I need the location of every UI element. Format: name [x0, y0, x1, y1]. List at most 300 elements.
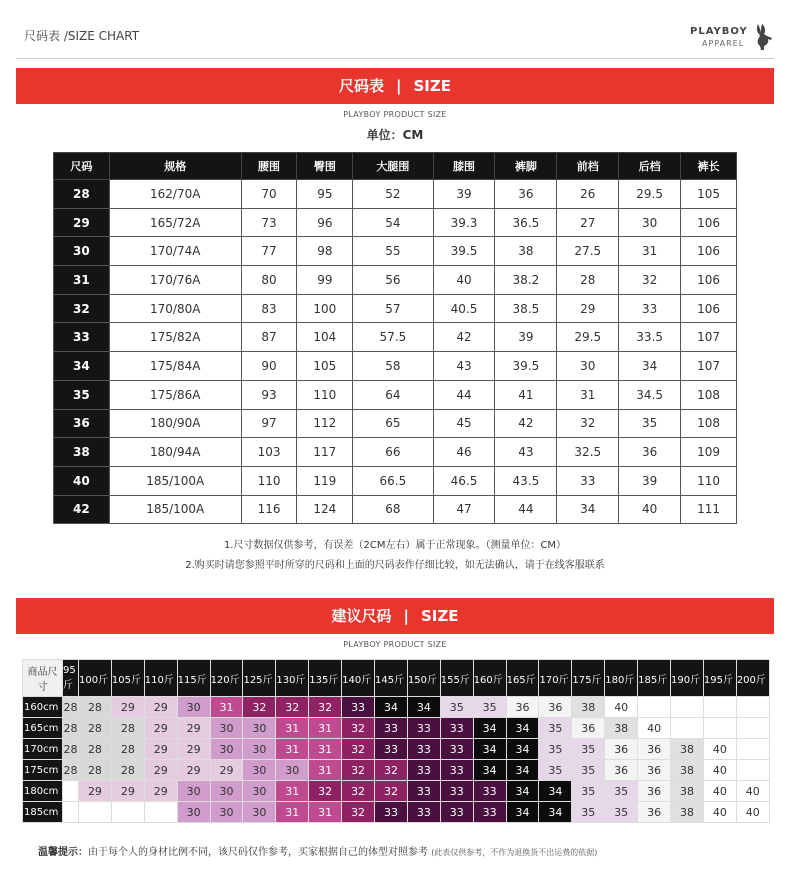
- table-cell: 29.5: [619, 180, 681, 209]
- size-cell: 31: [276, 718, 309, 739]
- column-header: 裤长: [681, 153, 737, 180]
- size-label: 30: [54, 237, 110, 266]
- table-cell: 44: [495, 495, 557, 524]
- table-cell: 32.5: [557, 438, 619, 467]
- weight-header: 175斤: [572, 660, 605, 697]
- column-header: 大腿围: [353, 153, 433, 180]
- size-cell: 29: [177, 718, 210, 739]
- table-cell: 93: [241, 380, 297, 409]
- size-cell: 30: [177, 781, 210, 802]
- size-cell: 28: [79, 697, 112, 718]
- size-cell: [703, 718, 736, 739]
- weight-header: 120斤: [210, 660, 243, 697]
- table-cell: 106: [681, 266, 737, 295]
- table-cell: 110: [681, 466, 737, 495]
- size-cell: 36: [605, 760, 638, 781]
- size-cell: 29: [210, 760, 243, 781]
- size-cell: 33: [440, 760, 473, 781]
- weight-header: 170斤: [539, 660, 572, 697]
- table-cell: 108: [681, 380, 737, 409]
- size-chart-table: [53, 152, 737, 524]
- bunny-logo-icon: [752, 22, 774, 52]
- weight-header: 195斤: [703, 660, 736, 697]
- table-cell: 58: [353, 352, 433, 381]
- table-cell: 33.5: [619, 323, 681, 352]
- table-cell: 47: [433, 495, 495, 524]
- weight-header: 190斤: [671, 660, 704, 697]
- size-cell: 33: [342, 697, 375, 718]
- table-cell: 185/100A: [109, 495, 241, 524]
- size-cell: 30: [243, 802, 276, 823]
- table-cell: 96: [297, 208, 353, 237]
- weight-header: 160斤: [473, 660, 506, 697]
- height-label: 160cm: [23, 697, 63, 718]
- table-row: [54, 266, 737, 295]
- table-cell: 46.5: [433, 466, 495, 495]
- height-label: 180cm: [23, 781, 63, 802]
- table-cell: 33: [619, 294, 681, 323]
- table-cell: 124: [297, 495, 353, 524]
- weight-header: 115斤: [177, 660, 210, 697]
- size-cell: 33: [440, 802, 473, 823]
- note-2: 2.购买时请您参照平时所穿的尺码和上面的尺码表作仔细比较，如无法确认，请于在线客服联系: [185, 560, 605, 571]
- size-cell: 30: [210, 781, 243, 802]
- size-cell: [63, 802, 79, 823]
- table-cell: 170/74A: [109, 237, 241, 266]
- table-cell: 98: [297, 237, 353, 266]
- banner2-title-cn: 建议尺码: [331, 607, 392, 625]
- note-1: 1.尺寸数据仅供参考，有误差（2CM左右）属于正常现象。（测量单位：CM）: [223, 540, 567, 551]
- column-header: 裤脚: [495, 153, 557, 180]
- table-cell: 57.5: [353, 323, 433, 352]
- table-cell: 90: [241, 352, 297, 381]
- table-row: [54, 466, 737, 495]
- size-cell: 40: [703, 739, 736, 760]
- size-cell: [703, 697, 736, 718]
- table-cell: 39: [433, 180, 495, 209]
- size-cell: 35: [473, 697, 506, 718]
- size-cell: [736, 739, 769, 760]
- size-cell: 29: [177, 760, 210, 781]
- size-cell: 40: [605, 697, 638, 718]
- size-cell: 30: [177, 802, 210, 823]
- table-row: [23, 802, 770, 823]
- size-cell: 31: [309, 739, 342, 760]
- table-row: [54, 323, 737, 352]
- size-cell: 32: [243, 697, 276, 718]
- tip-disclaimer: (此表仅供参考，不作为退换货不出运费的依据): [431, 848, 598, 857]
- size-cell: 28: [111, 739, 144, 760]
- table-cell: 110: [241, 466, 297, 495]
- table-row: [54, 237, 737, 266]
- size-cell: 34: [506, 802, 539, 823]
- banner-title-en: SIZE: [413, 77, 451, 95]
- table-cell: 42: [433, 323, 495, 352]
- table-cell: 106: [681, 237, 737, 266]
- size-cell: 33: [473, 781, 506, 802]
- size-cell: 33: [375, 739, 408, 760]
- size-cell: 30: [243, 760, 276, 781]
- size-cell: 38: [671, 802, 704, 823]
- size-label: 29: [54, 208, 110, 237]
- table-row: [23, 739, 770, 760]
- table-cell: 103: [241, 438, 297, 467]
- table-cell: 175/82A: [109, 323, 241, 352]
- table-cell: 38.5: [495, 294, 557, 323]
- size-cell: 35: [572, 760, 605, 781]
- table-cell: 105: [297, 352, 353, 381]
- table-cell: 41: [495, 380, 557, 409]
- weight-header: 185斤: [638, 660, 671, 697]
- table-cell: 57: [353, 294, 433, 323]
- size-label: 28: [54, 180, 110, 209]
- weight-header: 95斤: [63, 660, 79, 697]
- table-cell: 39.5: [433, 237, 495, 266]
- table-cell: 34: [619, 352, 681, 381]
- size-cell: 30: [276, 760, 309, 781]
- table-cell: 117: [297, 438, 353, 467]
- size-cell: 38: [671, 760, 704, 781]
- size-cell: 40: [736, 781, 769, 802]
- table-cell: 39.3: [433, 208, 495, 237]
- size-cell: 34: [506, 739, 539, 760]
- table-cell: 180/94A: [109, 438, 241, 467]
- size-cell: 28: [63, 739, 79, 760]
- brand-name: PLAYBOY: [690, 26, 748, 37]
- size-cell: 31: [309, 760, 342, 781]
- table-cell: 100: [297, 294, 353, 323]
- size-cell: 40: [703, 760, 736, 781]
- banner2-title-en: SIZE: [420, 607, 459, 625]
- size-cell: 32: [342, 718, 375, 739]
- size-cell: 33: [407, 739, 440, 760]
- size-cell: 29: [144, 739, 177, 760]
- column-header: 臀围: [297, 153, 353, 180]
- table-cell: 87: [241, 323, 297, 352]
- size-cell: 33: [440, 781, 473, 802]
- size-label: 40: [54, 466, 110, 495]
- size-cell: 33: [375, 802, 408, 823]
- table-cell: 31: [557, 380, 619, 409]
- table-cell: 28: [557, 266, 619, 295]
- table-cell: 43.5: [495, 466, 557, 495]
- column-header: 前档: [557, 153, 619, 180]
- size-cell: 29: [144, 718, 177, 739]
- size-cell: 32: [309, 781, 342, 802]
- size-cell: 29: [144, 697, 177, 718]
- size-cell: 33: [440, 718, 473, 739]
- table-cell: 110: [297, 380, 353, 409]
- size-cell: 28: [63, 760, 79, 781]
- tip-text: 由于每个人的身材比例不同，该尺码仅作参考，买家根据自己的体型对照参考: [88, 847, 428, 858]
- table-cell: 40: [619, 495, 681, 524]
- size-cell: 31: [276, 802, 309, 823]
- size-cell: 36: [638, 739, 671, 760]
- size-cell: 33: [407, 781, 440, 802]
- size-cell: 32: [375, 781, 408, 802]
- table-cell: 73: [241, 208, 297, 237]
- size-cell: [144, 802, 177, 823]
- size-cell: 31: [309, 718, 342, 739]
- table-cell: 66.5: [353, 466, 433, 495]
- size-label: 38: [54, 438, 110, 467]
- weight-header: 130斤: [276, 660, 309, 697]
- size-cell: 34: [375, 697, 408, 718]
- size-label: 31: [54, 266, 110, 295]
- size-cell: 35: [539, 760, 572, 781]
- size-cell: 33: [440, 739, 473, 760]
- size-cell: 33: [375, 718, 408, 739]
- size-cell: 30: [210, 718, 243, 739]
- size-cell: [736, 760, 769, 781]
- table-cell: 162/70A: [109, 180, 241, 209]
- table-cell: 52: [353, 180, 433, 209]
- size-cell: 40: [703, 781, 736, 802]
- size-cell: 35: [572, 781, 605, 802]
- height-label: 185cm: [23, 802, 63, 823]
- table-cell: 107: [681, 352, 737, 381]
- table-row: [54, 180, 737, 209]
- table-row: [23, 760, 770, 781]
- size-cell: 30: [243, 739, 276, 760]
- banner-title-cn: 尺码表: [338, 77, 384, 95]
- size-label: 42: [54, 495, 110, 524]
- column-header: 腰围: [241, 153, 297, 180]
- size-notes: [0, 536, 790, 576]
- table-cell: 54: [353, 208, 433, 237]
- size-cell: 35: [440, 697, 473, 718]
- size-chart-subtitle: PLAYBOY PRODUCT SIZE: [343, 110, 447, 119]
- recommended-size-table: [22, 659, 770, 823]
- size-cell: 36: [638, 781, 671, 802]
- table-row: [54, 438, 737, 467]
- size-cell: 34: [407, 697, 440, 718]
- table-cell: 40: [433, 266, 495, 295]
- table-cell: 29.5: [557, 323, 619, 352]
- table-cell: 170/80A: [109, 294, 241, 323]
- table-cell: 119: [297, 466, 353, 495]
- size-cell: 36: [638, 802, 671, 823]
- size-cell: 36: [572, 718, 605, 739]
- size-cell: 38: [572, 697, 605, 718]
- table-row: [54, 495, 737, 524]
- table-cell: 185/100A: [109, 466, 241, 495]
- size-cell: 29: [111, 697, 144, 718]
- size-cell: 38: [671, 739, 704, 760]
- weight-header: 150斤: [407, 660, 440, 697]
- table-cell: 175/86A: [109, 380, 241, 409]
- size-cell: 30: [210, 802, 243, 823]
- unit-label: 单位：CM: [366, 128, 424, 142]
- header-divider: [16, 58, 774, 59]
- table-cell: 175/84A: [109, 352, 241, 381]
- banner2-separator: |: [403, 607, 409, 625]
- size-cell: 29: [111, 781, 144, 802]
- table-row: [54, 208, 737, 237]
- table-cell: 26: [557, 180, 619, 209]
- height-label: 170cm: [23, 739, 63, 760]
- size-cell: 40: [703, 802, 736, 823]
- size-cell: 33: [407, 718, 440, 739]
- size-label: 33: [54, 323, 110, 352]
- table-cell: 46: [433, 438, 495, 467]
- size-cell: 30: [243, 718, 276, 739]
- table-cell: 40.5: [433, 294, 495, 323]
- table-cell: 55: [353, 237, 433, 266]
- table-cell: 27: [557, 208, 619, 237]
- weight-header: 100斤: [79, 660, 112, 697]
- size-cell: 30: [210, 739, 243, 760]
- size-label: 35: [54, 380, 110, 409]
- size-cell: 28: [79, 760, 112, 781]
- table-row: [54, 294, 737, 323]
- weight-header: 145斤: [375, 660, 408, 697]
- size-cell: [63, 781, 79, 802]
- column-header: 膝围: [433, 153, 495, 180]
- size-cell: [111, 802, 144, 823]
- table-cell: 112: [297, 409, 353, 438]
- table-cell: 43: [433, 352, 495, 381]
- tip-label: 温馨提示：: [38, 847, 88, 858]
- table-cell: 106: [681, 208, 737, 237]
- size-cell: 29: [79, 781, 112, 802]
- size-cell: 31: [210, 697, 243, 718]
- size-cell: 29: [144, 781, 177, 802]
- height-label: 175cm: [23, 760, 63, 781]
- table-cell: 116: [241, 495, 297, 524]
- table-cell: 36: [619, 438, 681, 467]
- size-cell: 35: [605, 781, 638, 802]
- size-cell: 32: [276, 697, 309, 718]
- size-cell: 40: [638, 718, 671, 739]
- size-cell: 34: [506, 781, 539, 802]
- size-cell: 36: [506, 697, 539, 718]
- size-cell: [736, 718, 769, 739]
- table-cell: 165/72A: [109, 208, 241, 237]
- table-cell: 170/76A: [109, 266, 241, 295]
- size-cell: 31: [276, 739, 309, 760]
- size-chart-header-row: [54, 153, 737, 180]
- weight-header: 135斤: [309, 660, 342, 697]
- size-cell: 28: [63, 697, 79, 718]
- table-cell: 111: [681, 495, 737, 524]
- size-cell: 34: [473, 760, 506, 781]
- size-cell: 28: [111, 718, 144, 739]
- size-cell: [736, 697, 769, 718]
- table-cell: 109: [681, 438, 737, 467]
- size-cell: 36: [605, 739, 638, 760]
- size-chart-banner: [16, 68, 774, 104]
- brand-logo: [690, 24, 780, 54]
- banner-separator: |: [396, 77, 402, 95]
- size-cell: 34: [506, 718, 539, 739]
- size-label: 34: [54, 352, 110, 381]
- size-cell: 34: [539, 781, 572, 802]
- weight-header-row: [23, 660, 770, 697]
- table-cell: 27.5: [557, 237, 619, 266]
- table-cell: 32: [619, 266, 681, 295]
- table-cell: 38: [495, 237, 557, 266]
- size-cell: 31: [276, 781, 309, 802]
- brand-subline: APPAREL: [702, 39, 745, 48]
- table-cell: 97: [241, 409, 297, 438]
- size-cell: 28: [79, 718, 112, 739]
- size-cell: 35: [539, 718, 572, 739]
- table-cell: 105: [681, 180, 737, 209]
- size-cell: 29: [144, 760, 177, 781]
- table-cell: 99: [297, 266, 353, 295]
- table-cell: 44: [433, 380, 495, 409]
- size-cell: 28: [63, 718, 79, 739]
- size-cell: [638, 697, 671, 718]
- size-cell: 36: [539, 697, 572, 718]
- table-row: [54, 380, 737, 409]
- height-label: 165cm: [23, 718, 63, 739]
- size-cell: 38: [671, 781, 704, 802]
- size-cell: 34: [539, 802, 572, 823]
- size-cell: 35: [572, 739, 605, 760]
- recommended-size-subtitle: PLAYBOY PRODUCT SIZE: [343, 640, 447, 649]
- table-cell: 108: [681, 409, 737, 438]
- size-cell: 32: [342, 781, 375, 802]
- size-cell: [671, 697, 704, 718]
- table-cell: 30: [619, 208, 681, 237]
- table-cell: 39: [495, 323, 557, 352]
- table-cell: 30: [557, 352, 619, 381]
- weight-header: 165斤: [506, 660, 539, 697]
- weight-header: 180斤: [605, 660, 638, 697]
- table-cell: 107: [681, 323, 737, 352]
- size-cell: 32: [375, 760, 408, 781]
- table-cell: 29: [557, 294, 619, 323]
- column-header: 后档: [619, 153, 681, 180]
- table-cell: 36: [495, 180, 557, 209]
- table-cell: 43: [495, 438, 557, 467]
- size-cell: 35: [605, 802, 638, 823]
- size-cell: 33: [407, 760, 440, 781]
- weight-header: 110斤: [144, 660, 177, 697]
- column-header: 尺码: [54, 153, 110, 180]
- weight-header: 200斤: [736, 660, 769, 697]
- table-cell: 36.5: [495, 208, 557, 237]
- table-cell: 70: [241, 180, 297, 209]
- size-cell: 35: [539, 739, 572, 760]
- size-cell: 40: [736, 802, 769, 823]
- table-cell: 45: [433, 409, 495, 438]
- size-cell: 33: [473, 802, 506, 823]
- weight-header: 105斤: [111, 660, 144, 697]
- size-cell: 30: [243, 781, 276, 802]
- recommended-size-banner: [16, 598, 774, 634]
- size-cell: 35: [572, 802, 605, 823]
- table-cell: 33: [557, 466, 619, 495]
- table-cell: 64: [353, 380, 433, 409]
- column-header: 规格: [109, 153, 241, 180]
- table-cell: 83: [241, 294, 297, 323]
- size-label: 32: [54, 294, 110, 323]
- table-cell: 42: [495, 409, 557, 438]
- size-cell: 34: [506, 760, 539, 781]
- table-cell: 95: [297, 180, 353, 209]
- table-cell: 180/90A: [109, 409, 241, 438]
- weight-header: 125斤: [243, 660, 276, 697]
- size-cell: 30: [177, 697, 210, 718]
- table-row: [23, 781, 770, 802]
- table-cell: 32: [557, 409, 619, 438]
- size-cell: [671, 718, 704, 739]
- table-cell: 104: [297, 323, 353, 352]
- table-cell: 39.5: [495, 352, 557, 381]
